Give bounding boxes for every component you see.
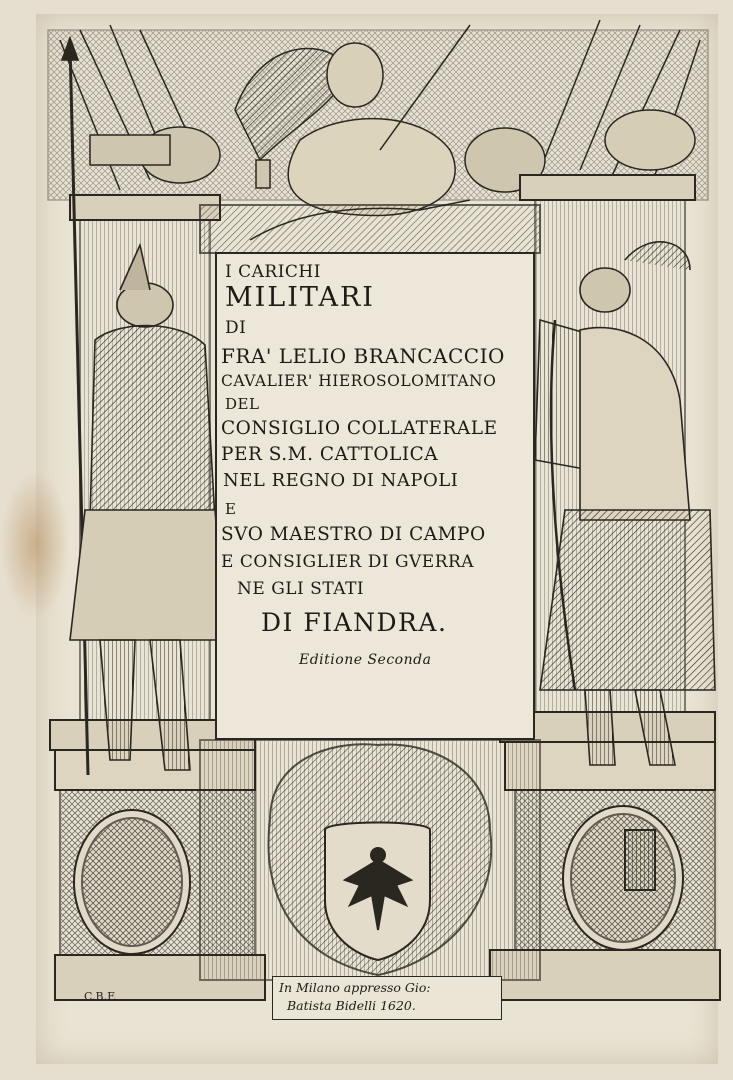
imprint-line-2: Batista Bidelli 1620.	[287, 998, 416, 1013]
left-battle-medallion	[74, 810, 190, 954]
title-line-1: I CARICHI	[225, 262, 321, 282]
title-line-11: SVO MAESTRO DI CAMPO	[221, 524, 486, 545]
title-line-9: NEL REGNO DI NAPOLI	[223, 470, 459, 491]
title-line-14: DI FIANDRA.	[261, 608, 448, 637]
author-name: FRA' LELIO BRANCACCIO	[221, 344, 505, 368]
title-line-6: DEL	[225, 395, 260, 413]
title-line-7: CONSIGLIO COLLATERALE	[221, 418, 498, 439]
title-cartouche	[215, 252, 535, 740]
imprint-box	[272, 976, 502, 1020]
title-line-12: E CONSIGLIER DI GVERRA	[221, 552, 475, 572]
title-line-3: DI	[225, 318, 247, 338]
engraver-monogram: C.B.F.	[84, 990, 117, 1003]
right-siege-medallion	[563, 806, 683, 950]
edition-label: Editione Seconda	[299, 652, 432, 668]
title-line-2: MILITARI	[225, 282, 375, 313]
title-line-5: CAVALIER' HIEROSOLOMITANO	[221, 372, 497, 390]
title-line-13: NE GLI STATI	[237, 579, 365, 599]
imprint-line-1: In Milano appresso Gio:	[279, 980, 431, 995]
title-line-8: PER S.M. CATTOLICA	[221, 444, 439, 465]
title-line-10: E	[225, 500, 237, 518]
